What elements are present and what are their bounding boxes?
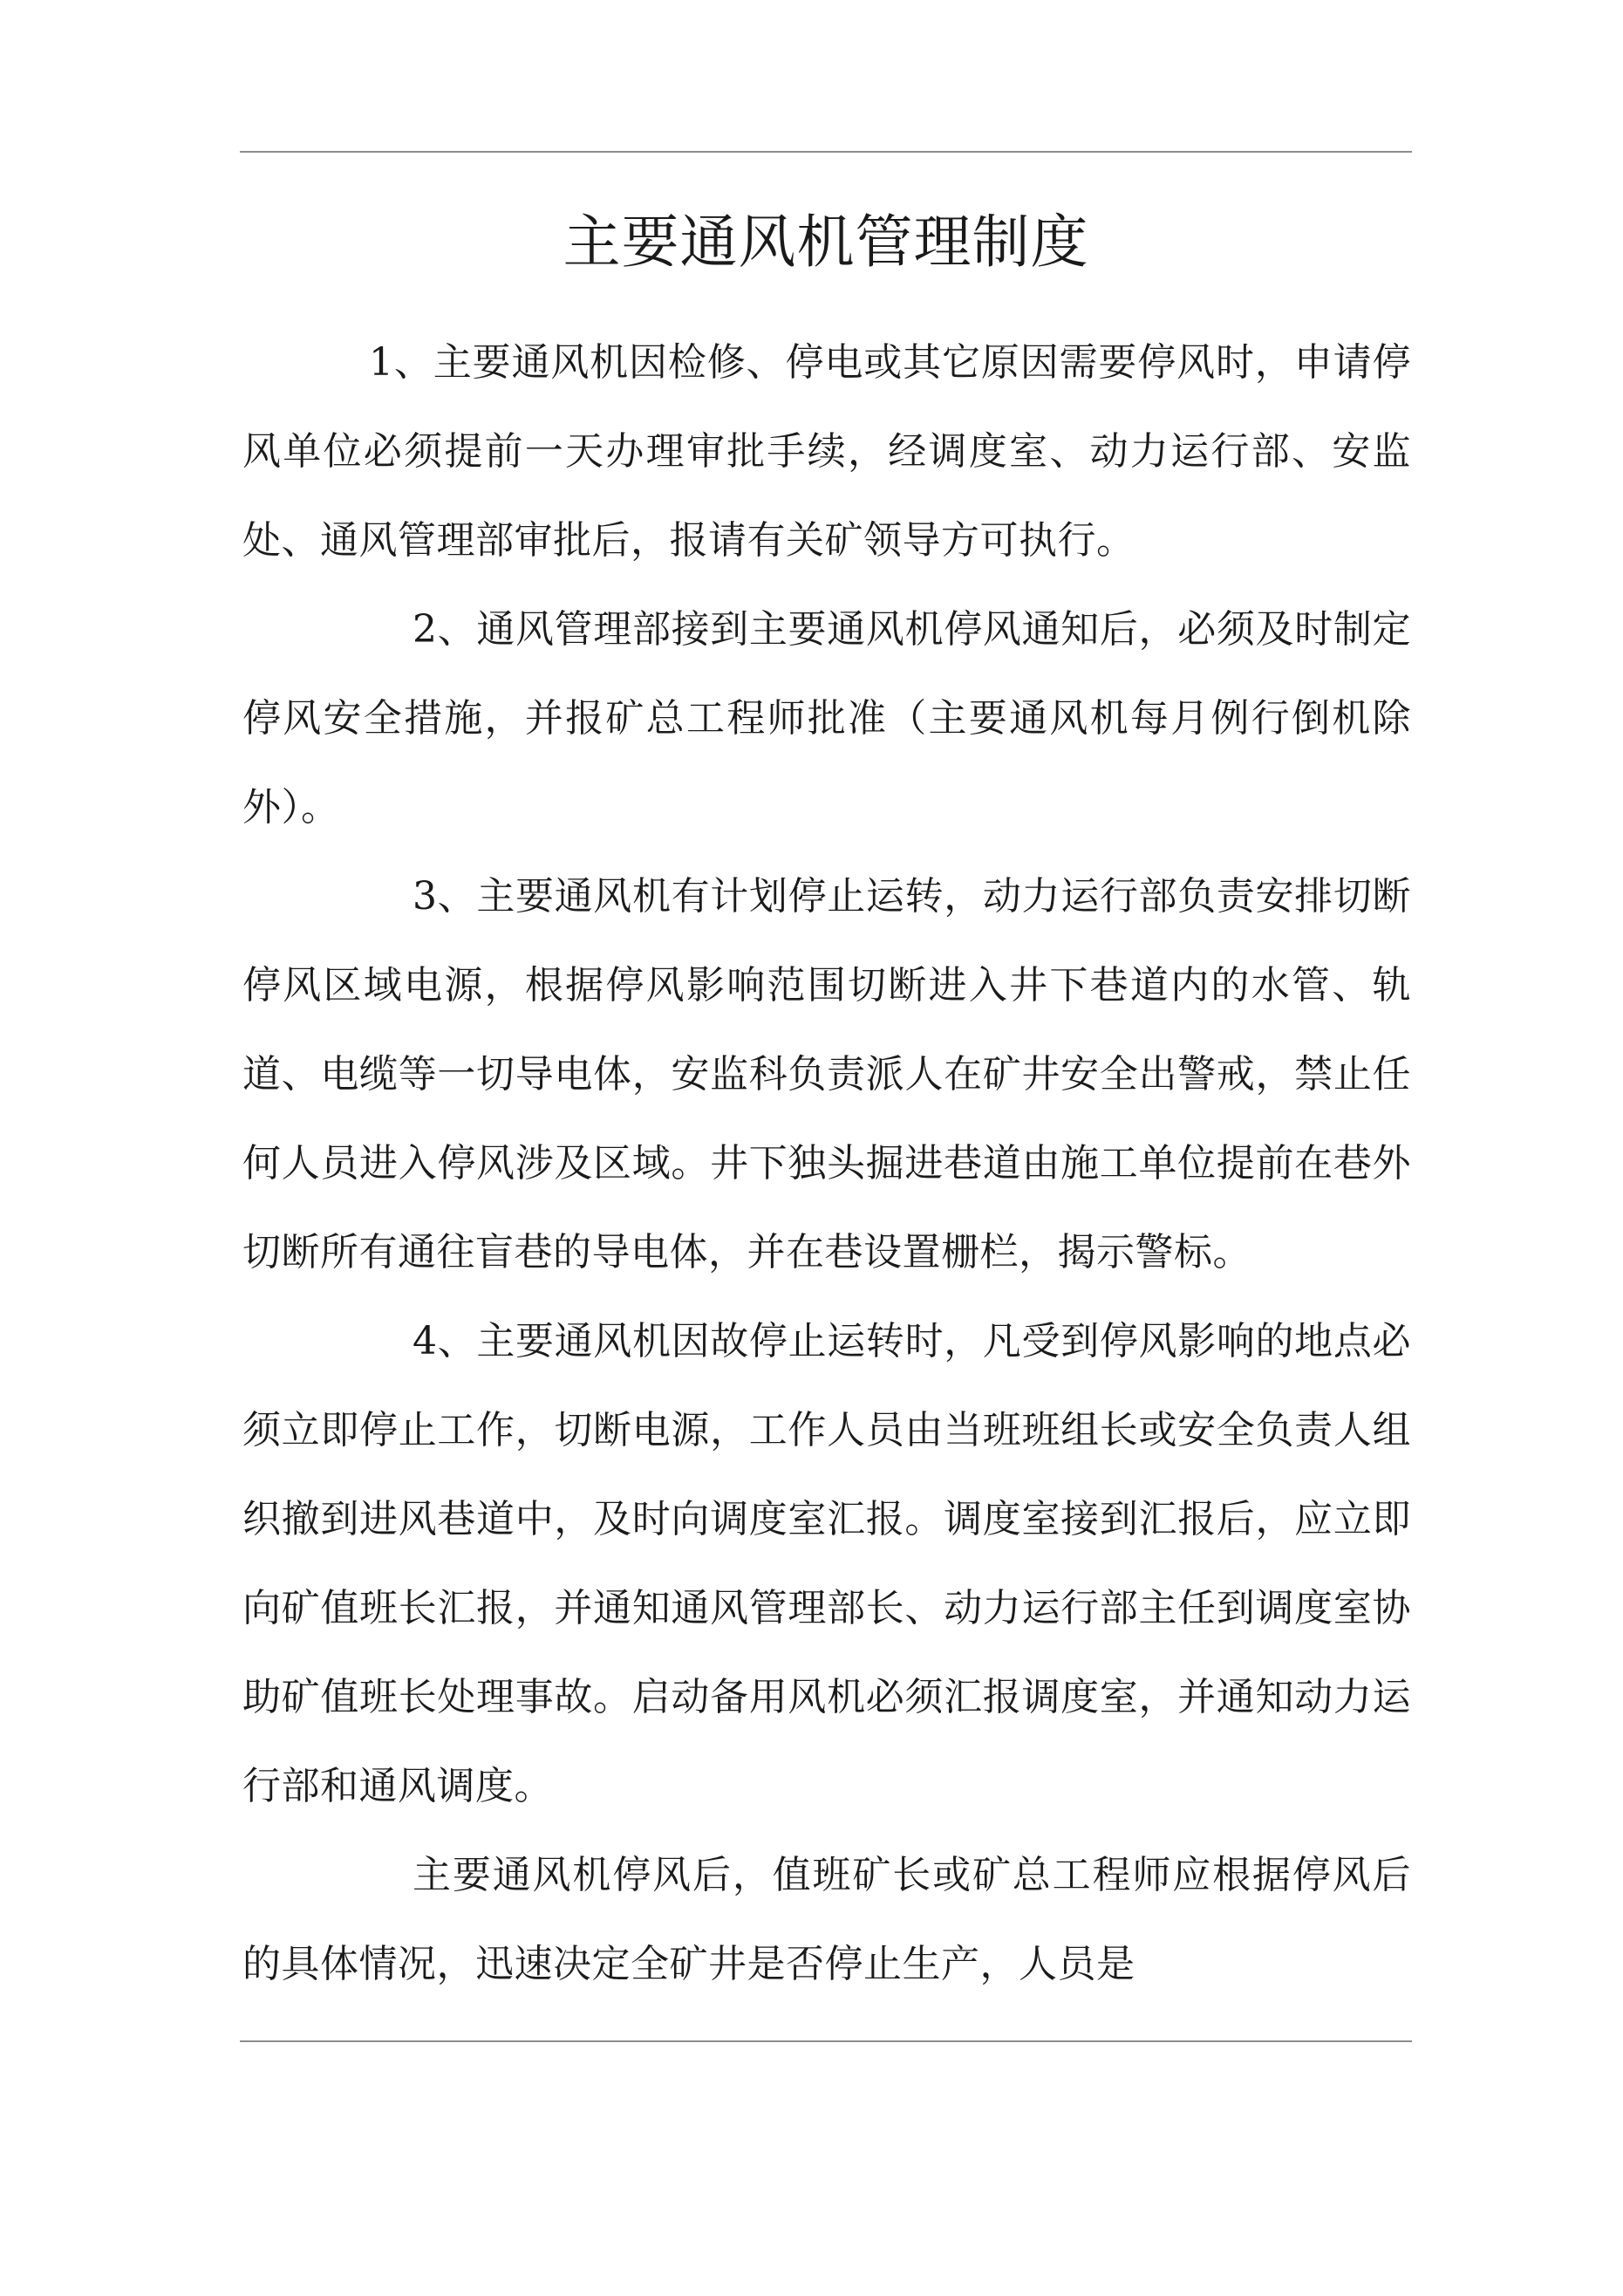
footer-rule bbox=[240, 2040, 1412, 2042]
header-rule bbox=[240, 151, 1412, 153]
paragraph-3: 3、主要通风机有计划停止运转，动力运行部负责安排切断停风区域电源，根据停风影响范围切断进入井下巷道内的水管、轨道、电缆等一切导电体，安监科负责派人在矿井安全出警戒，禁止任何人员进入停风涉及区域。井下独头掘进巷道由施工单位提前在巷外切断所有通往盲巷的导电体，并在巷设置栅栏，揭示警标。 bbox=[242, 874, 1411, 1274]
paragraph-5: 主要通风机停风后，值班矿长或矿总工程师应根据停风后的具体情况，迅速决定全矿井是否停止生产，人员是 bbox=[242, 1853, 1411, 1986]
paragraph-4: 4、主要通风机因故停止运转时，凡受到停风影响的地点必须立即停止工作，切断电源，工作人员由当班班组长或安全负责人组织撤到进风巷道中，及时向调度室汇报。调度室接到汇报后，应立即向矿值班长汇报，并通知通风管理部长、动力运行部主任到调度室协助矿值班长处理事故。启动备用风机必须汇报调度室，并通知动力运行部和通风调度。 bbox=[242, 1319, 1411, 1808]
document-body bbox=[242, 318, 1411, 2009]
document-title: 主要通风机管理制度 bbox=[563, 208, 1089, 276]
paragraph-1: 1、主要通风机因检修、停电或其它原因需要停风时，申请停风单位必须提前一天办理审批手续，经调度室、动力运行部、安监处、通风管理部审批后，报请有关矿领导方可执行。 bbox=[242, 340, 1411, 563]
paragraph-2: 2、通风管理部接到主要通风机停风通知后，必须及时制定停风安全措施，并报矿总工程师批准（主要通风机每月例行倒机除外）。 bbox=[242, 607, 1411, 830]
